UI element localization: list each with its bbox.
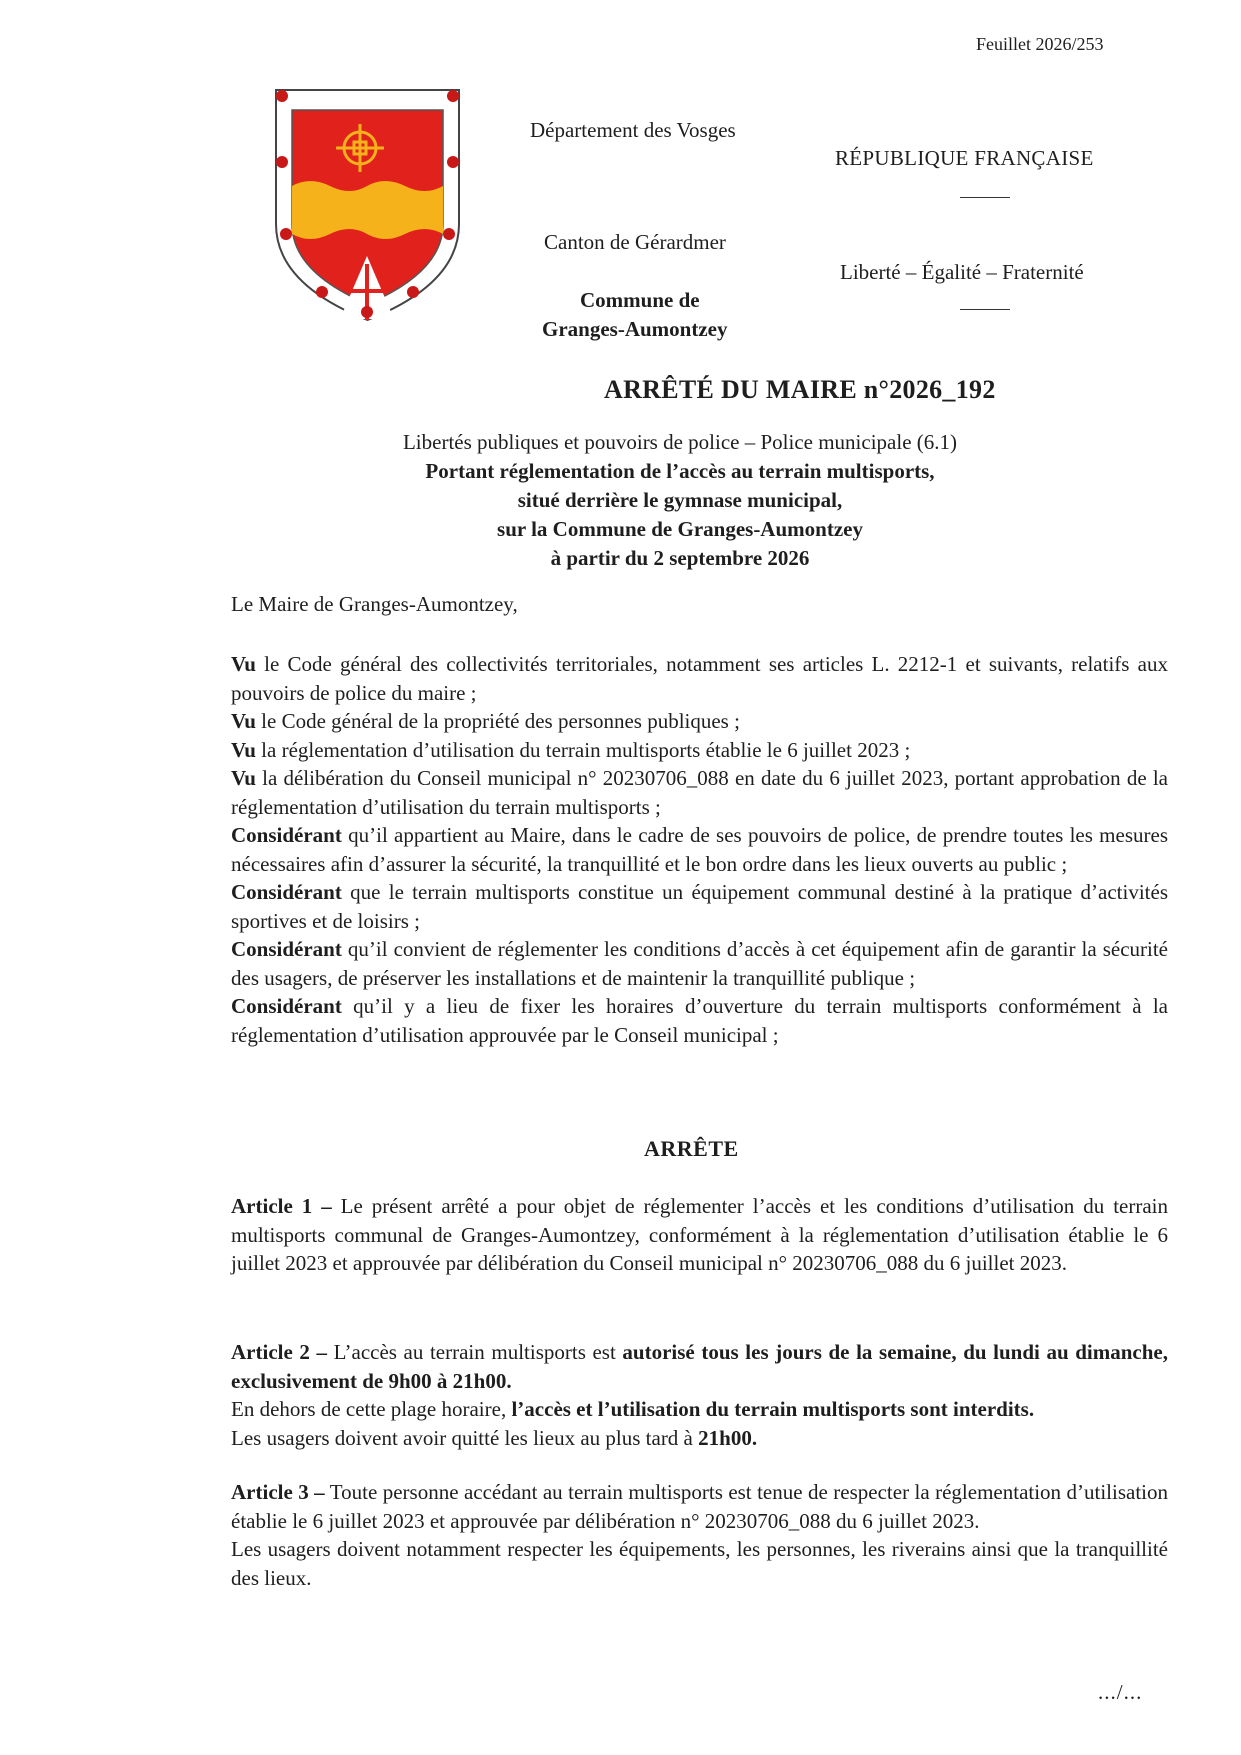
article-emphasis: autorisé tous les jours de la semaine, du lundi au dimanche, exclusivement de 9h00 à 21h00. — [231, 1340, 1168, 1393]
article-text: L’accès au terrain multisports est — [327, 1340, 623, 1364]
recital — [231, 707, 1168, 736]
coat-of-arms-icon — [270, 84, 465, 324]
recital — [231, 935, 1168, 992]
article-text: Toute personne accédant au terrain multisports est tenue de respecter la réglementation d’utilisation établie le 6 juillet 2023 et approuvée par délibération n° 20230706_088 du 6 juillet 2023. — [231, 1480, 1168, 1533]
arrete-heading: ARRÊTE — [644, 1136, 739, 1161]
recital-text: qu’il appartient au Maire, dans le cadre de ses pouvoirs de police, de prendre toutes les mesures nécessaires afin d’assurer la sécurité, la tranquillité et le bon ordre dans les lieux ouverts au public ; — [231, 823, 1168, 876]
recital-lead: Vu — [231, 737, 256, 762]
recital-text: qu’il convient de réglementer les conditions d’accès à cet équipement afin de garantir la sécurité des usagers, de préserver les installations et de maintenir la tranquillité publique ; — [231, 937, 1168, 990]
recital-text: que le terrain multisports constitue un équipement communal destiné à la pratique d’activités sportives et de loisirs ; — [231, 880, 1168, 933]
article-label: Article 3 – — [231, 1480, 325, 1504]
subject-line: situé derrière le gymnase municipal, — [517, 488, 843, 512]
article-3 — [231, 1478, 1168, 1592]
recital-lead: Considérant — [231, 880, 342, 904]
commune-line-2: Granges-Aumontzey — [542, 317, 728, 341]
recital-lead: Considérant — [231, 823, 342, 847]
article-text: En dehors de cette plage horaire, — [231, 1397, 512, 1421]
page-number: Feuillet 2026/253 — [976, 34, 1104, 54]
article-text: Les usagers doivent notamment respecter les équipements, les personnes, les riverains ainsi que la tranquillité des lieux. — [231, 1537, 1168, 1590]
recital — [231, 821, 1168, 878]
article-label: Article 1 – — [231, 1194, 332, 1218]
subject-line: sur la Commune de Granges-Aumontzey — [497, 517, 863, 541]
recital-lead: Considérant — [231, 937, 342, 961]
motto: Liberté – Égalité – Fraternité — [840, 260, 1084, 284]
recital — [231, 650, 1168, 707]
canton: Canton de Gérardmer — [544, 230, 726, 254]
recital — [231, 992, 1168, 1049]
article-text: Les usagers doivent avoir quitté les lieux au plus tard à — [231, 1425, 699, 1450]
recital-lead: Vu — [231, 766, 256, 790]
decree-category: Libertés publiques et pouvoirs de police – Police municipale (6.1) — [402, 430, 958, 454]
continuation-mark: .../... — [1098, 1680, 1143, 1704]
article-1 — [231, 1192, 1168, 1278]
department: Département des Vosges — [530, 118, 736, 142]
divider — [960, 309, 1010, 310]
subject-line: Portant réglementation de l’accès au terrain multisports, — [425, 459, 935, 483]
subject-line: à partir du 2 septembre 2026 — [550, 546, 810, 570]
decree-title: ARRÊTÉ DU MAIRE n°2026_192 — [604, 375, 996, 404]
article-2 — [231, 1338, 1168, 1452]
recital-lead: Vu — [231, 652, 256, 676]
article-text: Le présent arrêté a pour objet de réglementer l’accès et les conditions d’utilisation du terrain multisports communal de Granges-Aumontzey, conformément à la réglementation d’utilisation établie le 6 juillet 2023 et approuvée par délibération du Conseil municipal n° 20230706_088 du 6 juillet 2023. — [231, 1194, 1168, 1275]
recital-text: la délibération du Conseil municipal n° 20230706_088 en date du 6 juillet 2023, portant approbation de la réglementation d’utilisation du terrain multisports ; — [231, 766, 1168, 819]
commune-line-1: Commune de — [580, 288, 700, 312]
recital-lead: Vu — [231, 709, 256, 733]
recital — [231, 764, 1168, 821]
recital — [231, 736, 1168, 765]
recital-text: le Code général des collectivités territoriales, notamment ses articles L. 2212-1 et suivants, relatifs aux pouvoirs de police du maire ; — [231, 652, 1168, 705]
recital-lead: Considérant — [231, 994, 342, 1018]
article-emphasis: l’accès et l’utilisation du terrain multisports sont interdits. — [511, 1397, 1035, 1421]
divider — [960, 197, 1010, 198]
intro: Le Maire de Granges-Aumontzey, — [231, 592, 518, 616]
recital-text: qu’il y a lieu de fixer les horaires d’ouverture du terrain multisports conformément à la réglementation d’utilisation approuvée par le Conseil municipal ; — [231, 994, 1168, 1047]
recital-text: la réglementation d’utilisation du terrain multisports établie le 6 juillet 2023 ; — [255, 737, 911, 762]
recital-text: le Code général de la propriété des personnes publiques ; — [255, 709, 740, 733]
recitals — [231, 650, 1168, 1049]
decree-subject — [300, 428, 1060, 573]
article-emphasis: 21h00. — [698, 1425, 758, 1450]
republic-heading: RÉPUBLIQUE FRANÇAISE — [835, 146, 1094, 170]
recital — [231, 878, 1168, 935]
article-label: Article 2 – — [231, 1340, 327, 1364]
